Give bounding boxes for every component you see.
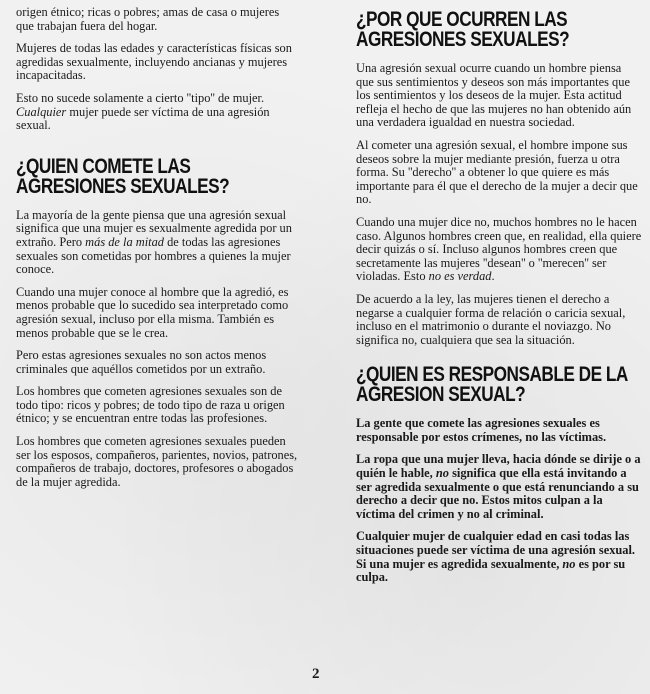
resp-emphasis-2: no <box>562 556 576 571</box>
right-column <box>356 6 642 594</box>
who-paragraph-3: Pero estas agresiones sexuales no son actos menos criminales que aquéllos cometidos por un extraño. <box>16 348 267 376</box>
intro-text-3b: mujer puede ser víctima de una agresión sexual. <box>16 104 270 133</box>
why-paragraph-1: Una agresión sexual ocurre cuando un hombre piensa que sus sentimientos y deseos son más importantes que los sentimientos y los deseos de la mujer. Esta actitud refleja el hecho de que las mujeres no han obtenido aún una verdadera igualdad en nuestra sociedad. <box>356 61 632 130</box>
resp-text-3b: es por su culpa. <box>356 556 626 585</box>
responsible-section <box>356 417 642 585</box>
intro-text-1: origen étnico; ricas o pobres; amas de casa o mujeres que trabajan fuera del hogar. <box>16 5 280 33</box>
intro-paragraph-2 <box>16 42 298 83</box>
intro-emphasis: Cualquier <box>16 104 67 119</box>
intro-text-3a: Esto no sucede solamente a cierto ''tipo'' de mujer. <box>16 90 265 105</box>
resp-paragraph-3 <box>356 530 642 584</box>
resp-emphasis-1: no <box>435 466 449 481</box>
why-paragraph-3 <box>356 216 642 284</box>
who-paragraph-4: Los hombres que cometen agresiones sexuales son de todo tipo: ricos y pobres; de todo tipo de raza u origen étnico; y se encuentran entre todas las profesiones. <box>16 384 285 426</box>
left-column <box>16 6 298 498</box>
who-paragraph-2: Cuando una mujer conoce al hombre que la agredió, es menos probable que lo sucedido sea interpretado como agresión sexual, incluso por ella misma. También es menos probable que se le crea. <box>16 284 289 340</box>
resp-text-2b: significa que ella está invitando a ser agredida sexualmente o que está renunciando a su derecho a decir que no. Estos mitos culpan a la víctima del crimen y no al criminal. <box>356 466 639 521</box>
who-paragraph-1 <box>16 209 298 277</box>
who-text-1a: La mayoría de la gente piensa que una agresión sexual significa que una mujer es sexualmente agredida por un extraño. Pero <box>16 207 292 249</box>
resp-paragraph-1: La gente que comete las agresiones sexuales es responsable por estos crímenes, no las víctimas. <box>356 416 607 444</box>
why-text-3b: . <box>491 269 495 284</box>
intro-paragraph-1 <box>16 6 298 33</box>
why-emphasis: no es verdad <box>428 269 492 284</box>
resp-text-2a: La ropa que una mujer lleva, hacia dónde se dirije o a quién le hable, <box>356 452 641 481</box>
resp-paragraph-2 <box>356 453 642 521</box>
heading-why-occur: ¿POR QUE OCURREN LAS AGRESIONES SEXUALES? <box>356 8 570 51</box>
heading-who-responsible: ¿QUIEN ES RESPONSABLE DE LA AGRESION SEXUAL? <box>356 363 628 407</box>
who-paragraph-5: Los hombres que cometen agresiones sexuales pueden ser los esposos, compañeros, parientes, novios, patrones, compañeros de trabajo, doctores, profesores o abogados de la mujer agredida. <box>16 434 298 489</box>
why-text-3a: Cuando una mujer dice no, muchos hombres no le hacen caso. Algunos hombres creen que, en realidad, ella quiere decir quizás o sí. Incluso algunos hombres creen que secretamente las mujeres ''desean'' o ''merecen'' ser violadas. Esto <box>356 214 642 284</box>
intro-paragraph-3 <box>16 92 298 133</box>
intro-text-2: Mujeres de todas las edades y características físicas son agredidas sexualmente, incluyendo ancianas y mujeres incapacitadas. <box>16 41 292 83</box>
page-number: 2 <box>312 666 320 682</box>
who-emphasis: más de la mitad <box>85 234 164 249</box>
heading-who-commits: ¿QUIEN COMETE LAS AGRESIONES SEXUALES? <box>16 154 230 198</box>
why-paragraph-2: Al cometer una agresión sexual, el hombre impone sus deseos sobre la mujer mediante presión, fuerza u otra forma. Su ''derecho'' a obtener lo que quiere es más importante para él que el derecho de la mujer a decir que no. <box>356 137 638 207</box>
why-paragraph-4: De acuerdo a la ley, las mujeres tienen el derecho a negarse a cualquier forma de relación o caricia sexual, incluso en el matrimonio o durante el noviazgo. No significa no, cualquiera que sea la situación. <box>356 291 626 347</box>
who-text-1b: de todas las agresiones sexuales son cometidas por hombres a quienes la mujer conoce. <box>16 234 291 277</box>
resp-text-3a: Cualquier mujer de cualquier edad en casi todas las situaciones puede ser víctima de una agresión sexual. Si una mujer es agredida sexualmente, <box>356 529 636 571</box>
